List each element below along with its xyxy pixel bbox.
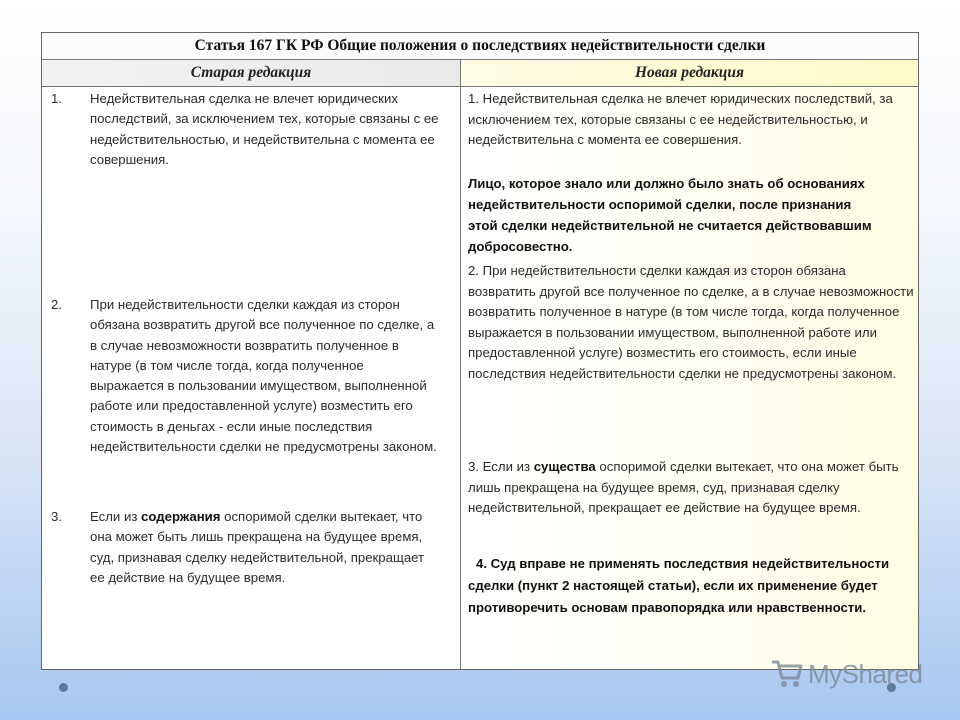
new-item-emphasis: существа <box>533 459 596 474</box>
old-item-text: Недействительная сделка не влечет юридических последствий, за исключением тех, которые связаны с ее недействительностью, и недействительна с момента ее совершения. <box>90 91 439 167</box>
old-item-text <box>90 507 440 588</box>
watermark-text: MyShared <box>808 658 923 689</box>
new-item-text-part: оспоримой сделки вытекает, что она может быть лишь прекращена на будущее время, суд, признавая сделку недействительной, прекращает ее действие на будущее время. <box>468 459 899 516</box>
new-item-4: 4. Суд вправе не применять последствия недействительности сделки (пункт 2 настоящей статьи), если их применение будет противоречить основам правопорядка или нравственности. <box>468 556 890 615</box>
old-item-3 <box>42 507 440 588</box>
old-item-emphasis: содержания <box>141 509 221 524</box>
watermark <box>770 658 923 690</box>
old-item-1 <box>42 89 440 170</box>
old-item-number: 2. <box>51 297 62 312</box>
new-item-2: 2. При недействительности сделки каждая из сторон обязана возвратить другой все полученное по сделке, а в случае невозможности возвратить полученное в натуре (в том числе тогда, когда полученное выражается в пользовании имуществом, выполненной работе или предоставленной услуге) возместить его стоимость, если иные последствия недействительности сделки не предусмотрены законом. <box>468 263 914 381</box>
old-item-text: При недействительности сделки каждая из сторон обязана возвратить другой все полученное по сделке, а в случае невозможности возвратить полученное в натуре (в том числе тогда, когда полученное выражается в пользовании имуществом, выполненной работе или предоставленной услуге) возместить его стоимость в деньгах - если иные последствия недействительности сделки не предусмотрены законом. <box>90 297 437 455</box>
old-edition-column <box>42 87 461 669</box>
comparison-table <box>41 32 919 670</box>
table-title: Статья 167 ГК РФ Общие положения о последствиях недействительности сделки <box>42 33 918 60</box>
new-item-text-part: 3. Если из <box>468 459 534 474</box>
new-item-3 <box>468 457 900 519</box>
old-item-text-part: оспоримой сделки вытекает, что она может быть лишь прекращена на будущее время, суд, признавая сделку недействительной, прекращает ее действие на будущее время. <box>90 509 425 585</box>
old-item-number: 3. <box>51 509 62 524</box>
new-item-1-addition: Лицо, которое знало или должно было знать об основаниях недействительности оспоримой сделки, после признания этой сделки недействительной не считается действовавшим добросовестно. <box>468 176 872 254</box>
header-old-edition: Старая редакция <box>42 60 461 87</box>
old-item-2 <box>42 295 440 457</box>
new-edition-column <box>461 87 918 669</box>
old-item-number: 1. <box>51 91 62 106</box>
old-item-text-part: Если из <box>90 509 142 524</box>
header-new-edition: Новая редакция <box>461 60 918 87</box>
new-item-1: 1. Недействительная сделка не влечет юридических последствий, за исключением тех, которые связаны с ее недействительностью, и недействительна с момента ее совершения. <box>468 91 893 148</box>
slide-dot-left <box>59 683 68 692</box>
cart-icon <box>770 658 804 690</box>
